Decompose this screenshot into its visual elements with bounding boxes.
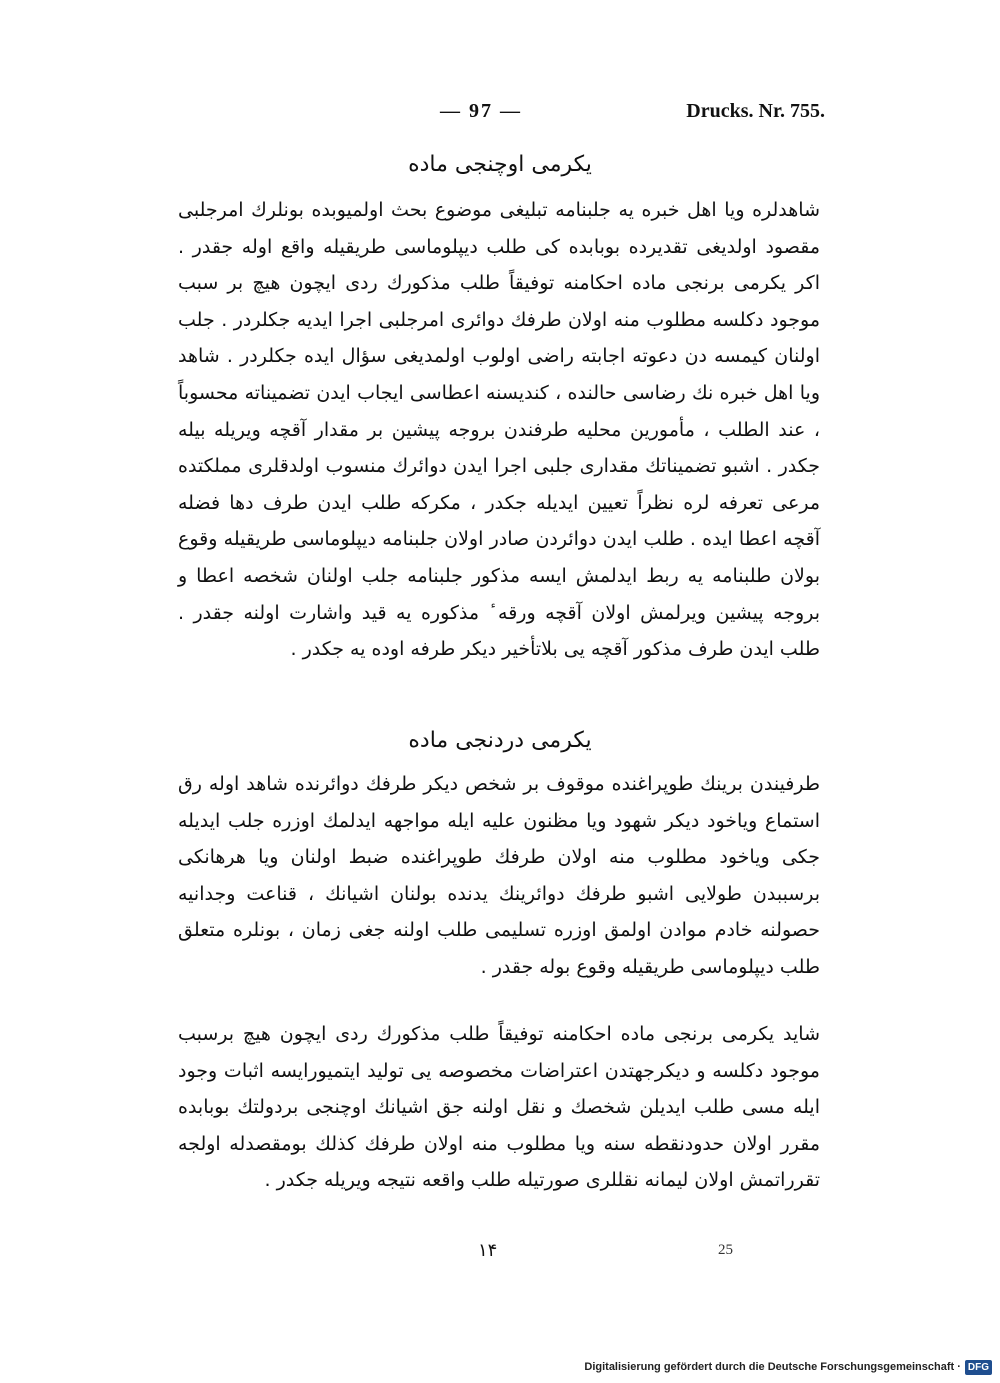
digitization-credit xyxy=(584,1357,992,1377)
article-24-heading: یکرمی دردنجی ماده xyxy=(408,728,592,753)
page-header xyxy=(440,100,825,132)
signature-mark: ۱۴ xyxy=(478,1240,498,1261)
article-24-paragraph-2: شاید یکرمی برنجی ماده احکامنه توفیقاً طلب مذکورك ردی ایچون هیچ برسبب موجود دکلسه و دیکرجهتدن اعتراضات مخصوصه یی تولید ایتمیورایسه اثبات وجود ایله مسی طلب ایدیلن شخصك و نقل اولنه جق اشیانك اوچنجی بردولتك بوبابده مقرر اولان حدودنقطه سنه ویا مطلوب منه اولان طرفك کذلك بومقصدله اولجه تقرراتمش اولان لیمانه نقللری صورتیله طلب واقعه نتیجه ویریله جکدر . xyxy=(178,1023,820,1192)
page-number: — 97 — xyxy=(440,100,522,122)
article-23-paragraph: شاهدلره ویا اهل خبره یه جلبنامه تبلیغی موضوع بحث اولمیوبده بونلرك امرجلبی مقصود اولدیغی تقدیرده بوبابده کی طلب دیپلوماسی طریقیله واقع اوله جقدر . اکر یکرمی برنجی ماده احکامنه توفیقاً طلب مذکورك ردی ایچون هیچ بر سبب موجود دکلسه مطلوب منه اولان طرفك دوائری امرجلبی اجرا ایدیه جکلردر . جلب اولنان کیمسه دن دعوته اجابته راضی اولوب اولمدیغی سؤال ایده جکلردر . شاهد ویا اهل خبره نك رضاسی حالنده ، کندیسنه اعطاسی ایجاب ایدن تضمیناته محسوباً ، عند الطلب ، مأمورین محلیه طرفندن بروجه پیشین بر مقدار آقچه ویریله بیله جکدر . اشبو تضمیناتك مقداری جلبی اجرا ایدن دوائرك منسوب اولدقلری مملکتده مرعی تعرفه لره نظراً تعیین ایدیله جکدر ، مکرکه طلب ایدن طرف دها فضله آقچه اعطا ایده . طلب ایدن دوائردن صادر اولان جلبنامه دیپلوماسی طریقیله وقوع بولان طلبنامه یه ربط ایدلمش ایسه مذکور جلبنامه جلب اولنان شخصه اعطا و بروجه پیشین ویرلمش اولان آقچه ورقه ٔ مذکوره یه قید واشارت اولنه جقدر . طلب ایدن طرف مذکور آقچه یی بلاتأخیر دیکر طرفه اوده یه جکدر . xyxy=(178,199,820,661)
dfg-logo-icon: DFG xyxy=(965,1360,992,1375)
article-24-paragraph-1: طرفیندن برینك طوپراغنده موقوف بر شخص دیکر طرفك دوائرنده شاهد اوله رق استماع ویاخود دیکر شهود ویا مظنون علیه ایله مواجهه ایدلمك اوزره جلب ایدیله جکی ویاخود مطلوب منه اولان طرفك طوپراغنده ضبط اولنان ویا هرهانکی برسببدن طولایی اشبو طرفك دوائرینك یدنده بولنان اشیانك ، قناعت وجدانیه حصولنه خادم موادن اولمق اوزره تسلیمی طلب اولنه جغی زمان ، بونلره متعلق طلب دیپلوماسی طریقیله وقوع بوله جقدر . xyxy=(178,773,820,978)
sheet-number: 25 xyxy=(718,1242,733,1258)
document-reference: Drucks. Nr. 755. xyxy=(686,100,825,122)
article-23-heading: یکرمی اوچنجی ماده xyxy=(408,152,592,177)
credit-text: Digitalisierung gefördert durch die Deutsche Forschungsgemeinschaft · xyxy=(584,1361,961,1373)
